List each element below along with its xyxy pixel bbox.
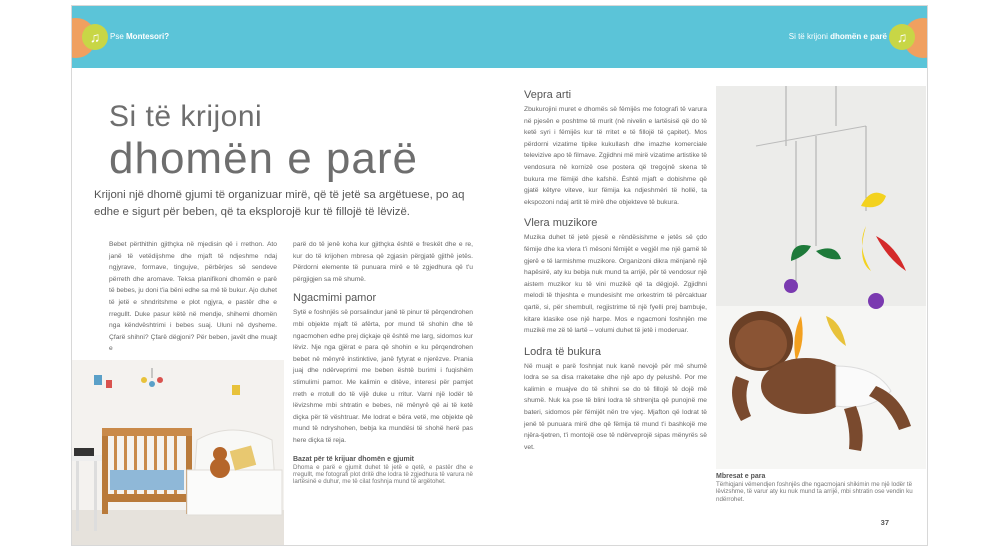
bell-icon: ♫ — [82, 24, 108, 50]
caption-title-baby: Mbresat e para — [716, 473, 766, 480]
intro-text: Krijoni një dhomë gjumi të organizuar mirë, që të jetë sa argëtuese, po aq edhe e sigurt për beben, që ta eksplorojë kur të fillojë të lëvizë. — [94, 189, 465, 218]
column-3 — [524, 88, 707, 453]
column-3-body-art: Zbukurojini muret e dhomës së fëmijës me fotografi të varura në pjesën e poshtme të murit (në nivelin e lartësisë që do të ketë syri i fëmijës kur të rritet e të fillojë të çapitet). Mos përdorni vizatime tipike kukullash dhe imazhe komerciale televizive apo të filmave. Zgjidhni më mirë vizatime artistike të vendosura në kornizë ose postera që tregojnë skena të bukura me fëmijë dhe kafshë. Është mjaft e dobishme që gjatë këtyre viteve, kur fëmija ka ndjeshmëri të hollë, ta ekspozoni ndaj artit të mirë dhe objekteve të bukura. — [524, 106, 707, 206]
running-head-right: Si të krijoni dhomën e parë — [788, 32, 887, 41]
column-2-body: Sytë e foshnjës së porsalindur janë të pinur të përqendrohen mbi objekte mjaft të afërta, por mund të shohin dhe të ngacmohen edhe prej diçkaje që është me larg, sidomos kur lëviz. Nje nga gjërat e para që shohin e ku përqendrohen bebet në mënyrë instinktive, janë fytyrat e njerëzve. Prania juaj dhe ndërveprimi me beben është burimi i fuqishëm stimulimi pamor. Me kalimin e ditëve, interesi për pamjet rreth e rrotull do të vijë duke u rritur. Varni një lodër të lëvizshme mbi shtratin e bebes, në mënyrë që ai të ketë diçka për të vështruar. Me lodrat e bëra vetë, me objekte që mund të ndryshohen, bebja ka mundësi të shohë herë pas here diçka të reja. — [293, 309, 473, 444]
subhead-visual: Ngacmimi pamor — [293, 292, 377, 305]
column-1-body: Bebet përthithin gjithçka në mjedisin që i rrethon. Ato janë të vetëdijshme dhe mjaft të ndjeshme ndaj ngjyrave, formave, tingujve, përbërjes së sendeve përreth dhe aromave. Teksa planifikoni dhomën e parë të bebes, ju doni t'ia bëni edhe sa më të bukur. Ajo duhet të jetë e shndritshme e plot ngjyra, e pastër dhe e rregullt. Duke pasur këtë në mendje, shihemi dhomën nga këndvështrimi i bebes suaj. Uluni në dysheme. Çfarë shihni? Çfarë dëgjoni? Për beben, javët dhe muajt e — [109, 241, 277, 353]
photo-caption-baby — [716, 472, 921, 503]
caption-baby: Tërhiqjani vëmendjen foshnjës dhe ngacmojani shikimin me një lodër të lëvizshme, të varur aty ku nuk mund ta arrijë, mbi shtratin ose vendin ku ndërrohet. — [716, 481, 913, 503]
bell-icon-right: ♫ — [889, 24, 915, 50]
column-2 — [293, 239, 473, 486]
book-spread — [71, 5, 928, 546]
baby-mobile-photo — [716, 86, 926, 469]
column-3-body-toys: Në muajt e parë foshnjat nuk kanë nevojë për më shumë lodra se sa disa rraketake dhe një apo dy pelushë. Por me kalimin e muajve do të shihni se do të fillojë të dojë më shumë. Nuk ka pse të blini lodra të shtrenjta që punojnë me bateri, sidomos për fëmijët nën tre vjeç. Mjafton që lodrat të jenë të punuara mirë dhe që fëmija të mund t'i bashkojë me njëra-tjetren, t'i montojë ose të ndërveprojë sipas mënyrës së vet. — [524, 362, 707, 451]
column-2-body-top: parë do të jenë koha kur gjithçka është e freskët dhe e re, kur do të krijohen mbresa që zgjasin përgjatë gjithë jetës. Përdorni elemente të punuara mirë e të zgjedhura që t'u përgjigjen sa më shumë. — [293, 241, 473, 283]
nursery-photo — [72, 360, 284, 546]
subhead-music: Vlera muzikore — [524, 217, 598, 230]
subhead-art: Vepra arti — [524, 89, 572, 101]
running-head-left: Pse Montesori? — [110, 32, 170, 41]
subhead-toys: Lodra të bukura — [524, 345, 602, 358]
column-3-body-music: Muzika duhet të jetë pjesë e rëndësishme e jetës së çdo fëmije dhe ka vlera t'i mësoni fëmijët e vegjël me një gamë të gjerë e të larmishme muzikore. Organizoni dikra mënjanë një hapësirë, aty ku bebja nuk mund ta arrijë, për të vendosur një aistem muzikor ku të vini muzikë që ta dëgjojë. Zgjidhni melodi të thjeshta e mundesisht me orkestrim të përcaktuar qartë, si, për shembull, regjistrime të një fyelli prej bambuje, kitare klasike ose një harpe. Mos e ngacmoni foshnjën me muzikë me zë të lartë – volumi duhet të jetë i moderuar. — [524, 234, 707, 335]
page-number: 37 — [880, 518, 889, 527]
title-line-1: Si të krijoni — [109, 100, 263, 133]
title-line-2: dhomën e parë — [109, 134, 418, 183]
caption-title-room: Bazat për të krijuar dhomën e gjumit — [293, 455, 414, 463]
caption-room: Dhoma e parë e gjumit duhet të jetë e qetë, e pastër dhe e rregullt, me fotografi plot dritë dhe lodra të zgjedhura të varura në lartësinë e duhur, me të cilat foshnja mund të argëtohet. — [293, 463, 473, 486]
column-1 — [109, 239, 277, 355]
